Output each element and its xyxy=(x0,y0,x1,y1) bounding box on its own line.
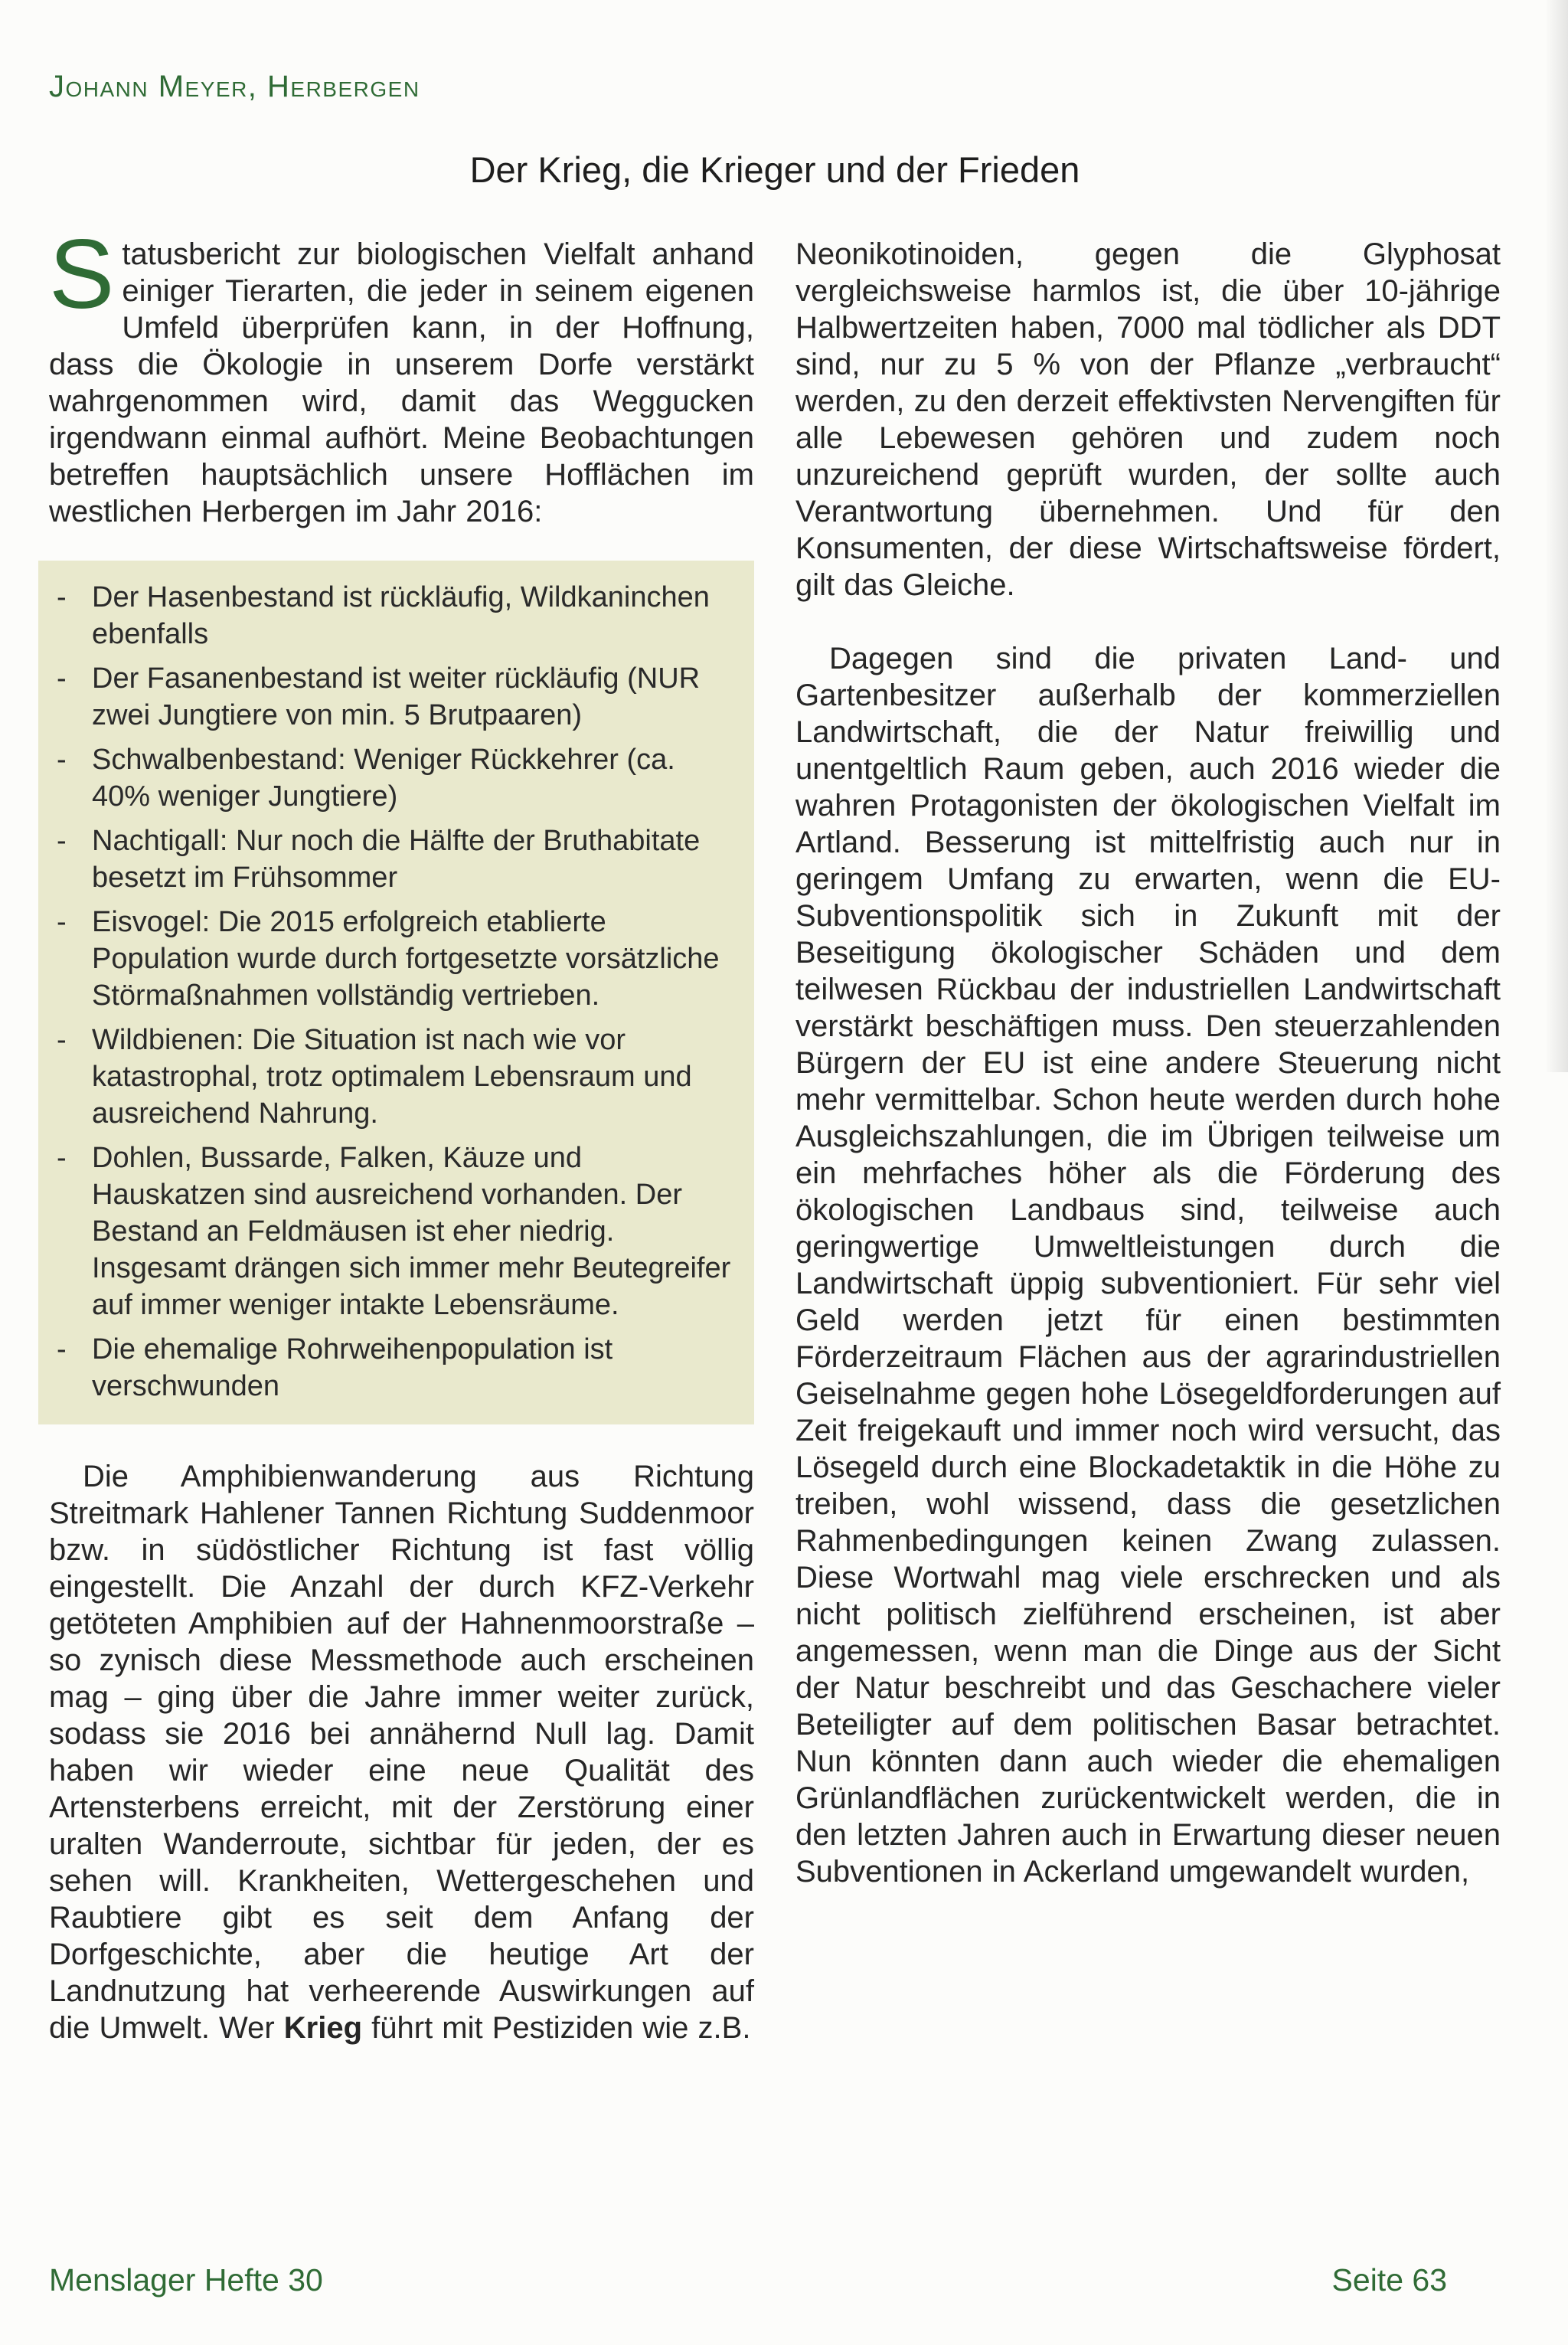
author-header: Johann Meyer, Herbergen xyxy=(49,70,420,103)
list-item xyxy=(44,1140,740,1323)
list-item xyxy=(44,741,740,815)
dash-bullet: - xyxy=(57,581,67,613)
subsidy-paragraph: Dagegen sind die privaten Land- und Gartenbesitzer außerhalb der kommerziellen Landwirtschaft, die der Natur freiwillig und unentgeltlich Raum geben, auch 2016 wieder die wahren Protagonisten der ökologischen Vielfalt im Artland. Besserung ist mittelfristig auch nur in geringem Umfang zu erwarten, wenn die EU-Subventionspolitik sich in Zukunft mit der Beseitigung ökologischer Schäden und dem teilwesen Rückbau der industriellen Landwirtschaft verstärkt beschäftigen muss. Den steuerzahlenden Bürgern der EU ist eine andere Steuerung nicht mehr vermittelbar. Schon heute werden durch hohe Ausgleichszahlungen, die im Übrigen teilweise um ein mehrfaches höher als die Förderung des ökologischen Landbaus sind, teilweise auch geringwertige Umweltleistungen durch die Landwirtschaft üppig subventioniert. Für sehr viel Geld werden jetzt für einen bestimmten Förderzeitraum Flächen aus der agrarindustriellen Geiselnahme gegen hohe Lösegeldforderungen auf Zeit freigekauft und immer noch wird versucht, das Lösegeld durch eine Blockadetaktik in die Höhe zu treiben, wohl wissend, dass die gesetzlichen Rahmenbedingungen keinen Zwang zulassen. Diese Wortwahl mag viele erschrecken und als nicht politisch zielführend erscheinen, ist aber angemessen, wenn man die Dinge aus der Sicht der Natur beschreibt und das Geschachere vieler Beteiligter auf dem politischen Basar betrachtet. Nun könnten dann auch wieder die ehemaligen Grünlandflächen zurückentwickelt werden, die in den letzten Jahren auch in Erwartung dieser neuen Subventionen in Ackerland umgewandelt wurden, xyxy=(795,642,1501,1889)
dash-bullet: - xyxy=(57,1024,67,1056)
dash-bullet: - xyxy=(57,906,67,938)
list-item-text: Schwalbenbestand: Weniger Rückkehrer (ca. 40% weniger Jungtiere) xyxy=(92,744,675,813)
dash-bullet: - xyxy=(57,662,67,695)
list-item-text: Dohlen, Bussarde, Falken, Käuze und Hauskatzen sind ausreichend vorhanden. Der Bestand an Feldmäusen ist eher niedrig. Insgesamt drängen sich immer mehr Beutegreifer auf immer weniger intakte Lebensräume. xyxy=(92,1142,731,1321)
dropcap-letter: S xyxy=(49,220,115,329)
list-item-text: Wildbienen: Die Situation ist nach wie vor katastrophal, trotz optimalem Lebensraum und ausreichend Nahrung. xyxy=(92,1024,692,1130)
dash-bullet: - xyxy=(57,1142,67,1174)
two-column-body xyxy=(49,220,1501,2046)
list-item xyxy=(44,579,740,652)
list-item xyxy=(44,1022,740,1132)
bold-word-krieg: Krieg xyxy=(283,2011,363,2045)
intro-paragraph xyxy=(49,220,754,530)
list-item-text: Der Fasanenbestand ist weiter rückläufig (NUR zwei Jungtiere von min. 5 Brutpaaren) xyxy=(92,662,701,731)
intro-paragraph-text: tatusbericht zur biologischen Vielfalt anhand einiger Tierarten, die jeder in seinem eigenen Umfeld überprüfen kann, in der Hoffnung, dass die Ökologie in unserem Dorfe verstärkt wahrgenommen wird, damit das Weggucken irgendwann einmal aufhört. Meine Beobachtungen betreffen hauptsächlich unsere Hofflächen im westlichen Herbergen im Jahr 2016: xyxy=(49,237,754,528)
list-item xyxy=(44,904,740,1014)
page-title: Der Krieg, die Krieger und der Frieden xyxy=(469,149,1080,190)
left-column xyxy=(49,220,754,2046)
pesticide-paragraph: Neonikotinoiden, gegen die Glyphosat vergleichsweise harmlos ist, die über 10-jährige Halbwertzeiten haben, 7000 mal tödlicher als DDT sind, nur zu 5 % von der Pflanze „verbraucht“ werden, zu den derzeit effektivsten Nervengiften für alle Lebewesen gehören und zudem noch unzureichend geprüft wurden, der sollte auch Verantwortung übernehmen. Und für den Konsumenten, der diese Wirtschaftsweise fördert, gilt das Gleiche. xyxy=(795,237,1501,602)
dash-bullet: - xyxy=(57,744,67,776)
amphibian-paragraph-text: Die Amphibienwanderung aus Richtung Streitmark Hahlener Tannen Richtung Suddenmoor bzw. in südöstlicher Richtung ist fast völlig eingestellt. Die Anzahl der durch KFZ-Verkehr getöteten Amphibien auf der Hahnenmoorstraße – so zynisch diese Messmethode auch erscheinen mag – ging über die Jahre immer weiter zurück, sodass sie 2016 bei annähernd Null lag. Damit haben wir wieder eine neue Qualität des Artensterbens erreicht, mit der Zerstörung einer uralten Wanderroute, sichtbar für jeden, der es sehen will. Krankheiten, Wettergeschehen und Raubtiere gibt es seit dem Anfang der Dorfgeschichte, aber die heutige Art der Landnutzung hat verheerende Auswirkungen auf die Umwelt. Wer xyxy=(49,1460,754,2045)
list-item xyxy=(44,823,740,896)
list-item xyxy=(44,1331,740,1405)
amphibian-paragraph xyxy=(49,1458,754,2046)
list-item xyxy=(44,660,740,734)
scan-edge-artifact xyxy=(1545,0,1568,1072)
dash-bullet: - xyxy=(57,825,67,857)
footer-publication: Menslager Hefte 30 xyxy=(49,2262,323,2298)
observations-highlight-box xyxy=(38,561,754,1424)
amphibian-paragraph-end: führt mit Pestiziden wie z.B. xyxy=(362,2011,751,2045)
list-item-text: Die ehemalige Rohrweihenpopulation ist verschwunden xyxy=(92,1333,613,1402)
list-item-text: Eisvogel: Die 2015 erfolgreich etablierte Population wurde durch fortgesetzte vorsätzliche Störmaßnahmen vollständig vertrieben. xyxy=(92,906,720,1012)
right-column xyxy=(795,236,1501,2046)
page-footer xyxy=(49,2261,1501,2299)
dash-bullet: - xyxy=(57,1333,67,1365)
list-item-text: Der Hasenbestand ist rückläufig, Wildkaninchen ebenfalls xyxy=(92,581,710,650)
list-item-text: Nachtigall: Nur noch die Hälfte der Bruthabitate besetzt im Frühsommer xyxy=(92,825,701,894)
footer-page-number: Seite 63 xyxy=(1331,2262,1447,2298)
